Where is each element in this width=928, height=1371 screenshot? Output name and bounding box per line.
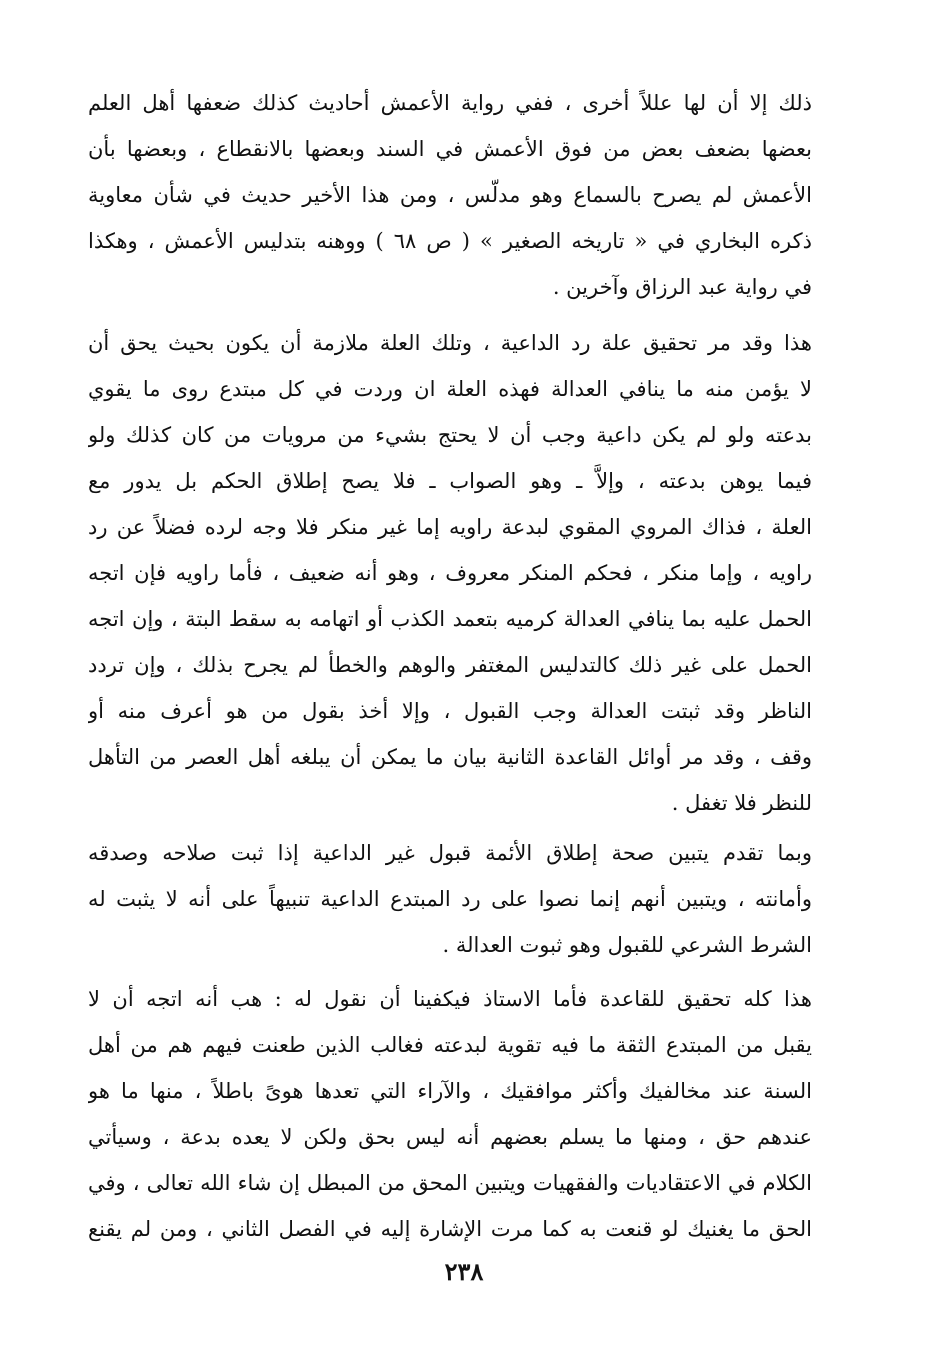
paragraph-2 (88, 320, 812, 826)
text-line: يقبل من المبتدع الثقة ما فيه تقوية لبدعته فغالب الذين طعنت فيهم هم من أهل (88, 1033, 812, 1057)
text-line: راويه ، وإما منكر ، فحكم المنكر معروف ، وهو أنه ضعيف ، فأما راويه فإن اتجه (88, 561, 812, 585)
text-line: ذلك إلا أن لها عللاً أخرى ، ففي رواية الأعمش أحاديث كذلك ضعفها أهل العلم (88, 91, 812, 115)
text-line: الكلام في الاعتقاديات والفقهيات ويتبين المحق من المبطل إن شاء الله تعالى ، وفي (88, 1171, 812, 1195)
text-line: للنظر فلا تغفل . (671, 791, 812, 815)
text-line: بعضها بضعف بعض من فوق الأعمش في السند وبعضها بالانقطاع ، وبعضها بأن (88, 137, 812, 161)
text-line: العلة ، فذاك المروي المقوي لبدعة راويه إما غير منكر فلا وجه لرده فضلاً عن رد (88, 515, 812, 539)
page-number: ٢٣٨ (444, 1257, 484, 1286)
text-line: وبما تقدم يتبين صحة إطلاق الأئمة قبول غير الداعية إذا ثبت صلاحه وصدقه (88, 841, 812, 865)
paragraph-4 (88, 976, 812, 1252)
text-line: وأمانته ، ويتبين أنهم إنما نصوا على رد المبتدع الداعية تنبيهاً على أنه لا يثبت له (88, 887, 812, 911)
text-line: بدعته ولو لم يكن داعية وجب أن لا يحتج بشيء من مرويات من كان كذلك ولو (88, 423, 812, 447)
text-line: ذكره البخاري في « تاريخه الصغير » ( ص ٦٨ ) ووهنه بتدليس الأعمش ، وهكذا (88, 229, 812, 253)
text-line: فيما يوهن بدعته ، وإلاَّ ـ وهو الصواب ـ فلا يصح إطلاق الحكم بل يدور مع (88, 469, 812, 493)
text-line: الأعمش لم يصرح بالسماع وهو مدلّس ، ومن هذا الأخير حديث في شأن معاوية (88, 183, 812, 207)
paragraph-1 (88, 80, 812, 310)
text-line: وقف ، وقد مر أوائل القاعدة الثانية بيان ما يمكن أن يبلغه أهل العصر من التأهل (88, 745, 812, 769)
text-line: هذا وقد مر تحقيق علة رد الداعية ، وتلك العلة ملازمة أن يكون بحيث يحق أن (88, 331, 812, 355)
text-line: السنة عند مخالفيك وأكثر موافقيك ، والآراء التي تعدها هوىً باطلاً ، منها ما هو (88, 1079, 812, 1103)
text-line: الحمل على غير ذلك كالتدليس المغتفر والوهم والخطأ لم يجرح بذلك ، وإن تردد (88, 653, 812, 677)
text-line: لا يؤمن منه ما ينافي العدالة فهذه العلة ان وردت في كل مبتدع روى ما يقوي (88, 377, 812, 401)
text-line: الحمل عليه بما ينافي العدالة كرميه بتعمد الكذب أو اتهامه به سقط البتة ، وإن اتجه (88, 607, 812, 631)
text-line: الشرط الشرعي للقبول وهو ثبوت العدالة . (442, 933, 812, 957)
paragraph-3 (88, 830, 812, 968)
text-line: في رواية عبد الرزاق وآخرين . (552, 275, 812, 299)
text-line: عندهم حق ، ومنها ما يسلم بعضهم أنه ليس بحق ولكن لا يعده بدعة ، وسيأتي (88, 1125, 812, 1149)
text-line: الحق ما يغنيك لو قنعت به كما مرت الإشارة إليه في الفصل الثاني ، ومن لم يقنع (88, 1217, 812, 1241)
text-line: الناظر وقد ثبتت العدالة وجب القبول ، وإلا أخذ بقول من هو أعرف منه أو (88, 699, 812, 723)
text-line: هذا كله تحقيق للقاعدة فأما الاستاذ فيكفينا أن نقول له : هب أنه اتجه أن لا (88, 987, 812, 1011)
